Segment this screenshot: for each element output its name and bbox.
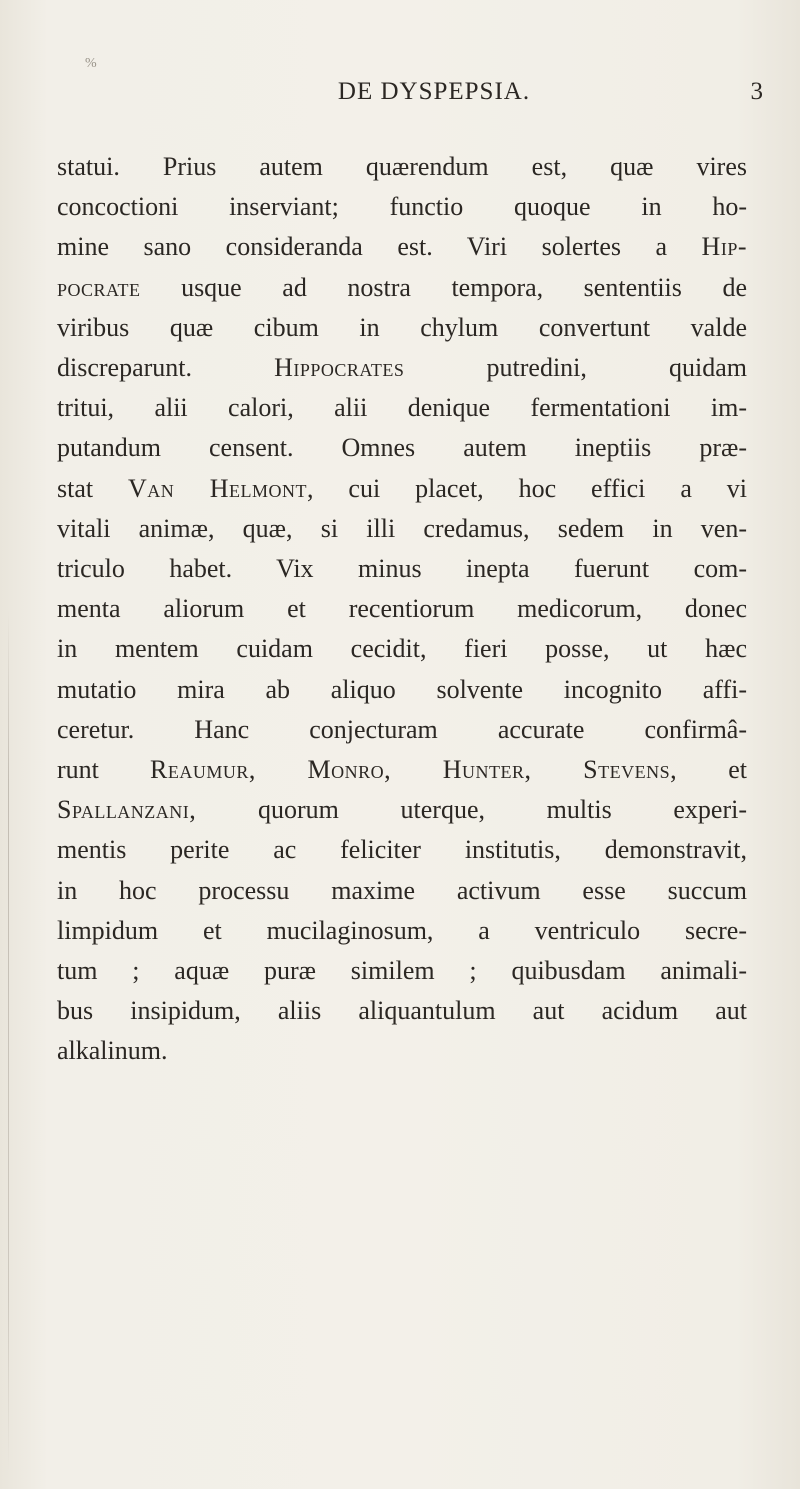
text-line-22: bus insipidum, aliis aliquantulum aut acidum aut [57,996,747,1026]
text-line-5: viribus quæ cibum in chylum convertunt valde [57,312,747,342]
page-header [85,56,763,118]
text-line-10: vitali animæ, quæ, si illi credamus, sedem in ven- [57,513,747,543]
text-line-7: tritui, alii calori, alii denique fermentationi im- [57,393,747,423]
author-name: Hip- [701,232,747,262]
text-line-6: discreparunt. Hippocrates putredini, quidam [57,353,747,383]
author-name: pocrate [57,272,141,302]
text-line-20: limpidum et mucilaginosum, a ventriculo secre- [57,915,747,945]
text-line-19: in hoc processu maxime activum esse succum [57,875,747,905]
text-line-12: menta aliorum et recentiorum medicorum, donec [57,594,747,624]
text-line-18: mentis perite ac feliciter institutis, demonstravit, [57,835,747,865]
text-line-9: stat Van Helmont, cui placet, hoc effici a vi [57,473,748,503]
author-name: Van Helmont [128,473,307,503]
text-line-11: triculo habet. Vix minus inepta fuerunt com- [57,554,747,584]
text-line-8: putandum censent. Omnes autem ineptiis præ- [57,433,747,463]
author-name: Hippocrates [274,353,405,383]
text-line-21: tum ; aquæ puræ similem ; quibusdam animali- [57,956,747,986]
text-line-23: alkalinum. [57,1036,168,1066]
text-line-3: mine sano consideranda est. Viri solertes a Hip- [57,232,747,262]
text-line-15: ceretur. Hanc conjecturam accurate confirmâ- [57,714,747,744]
author-names: Reaumur, Monro, Hunter, Stevens, [150,755,678,785]
body-paragraph [57,147,747,1072]
author-name: Spallanzani, [57,795,197,825]
text-line-4: pocrate usque ad nostra tempora, sententiis de [57,272,747,302]
text-line-17: Spallanzani, quorum uterque, multis experi- [57,795,747,825]
page-number: 3 [750,78,763,105]
page-gutter-shadow [8,610,9,1470]
header-mark: % [85,56,97,71]
text-line-13: in mentem cuidam cecidit, fieri posse, ut hæc [57,634,747,664]
text-line-2: concoctioni inserviant; functio quoque in ho- [57,192,747,222]
text-line-14: mutatio mira ab aliquo solvente incognito affi- [57,674,747,704]
running-title: DE DYSPEPSIA. [337,78,531,105]
text-line-1: statui. Prius autem quærendum est, quæ vires [57,152,747,181]
text-line-16: runt Reaumur, Monro, Hunter, Stevens, et [57,755,747,785]
